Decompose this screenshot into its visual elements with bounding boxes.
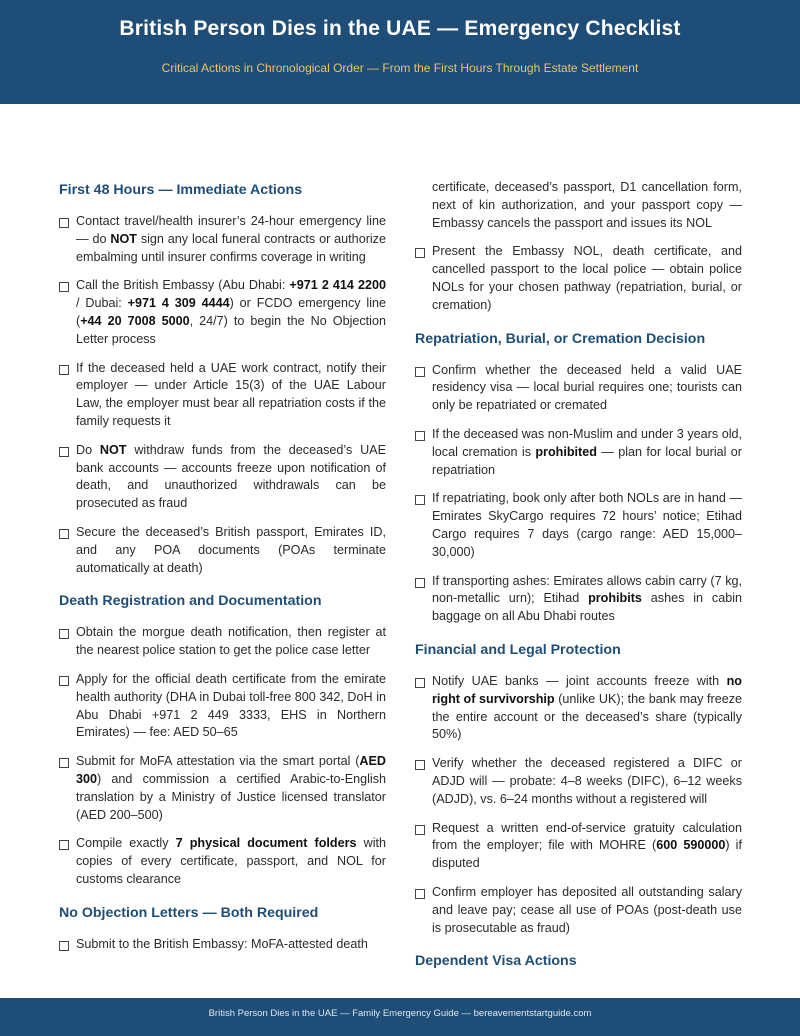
checkbox[interactable] [415, 367, 425, 377]
emphasis-text: +971 4 309 4444 [127, 296, 230, 311]
section-title-first-48-hours: First 48 Hours — Immediate Actions [59, 182, 303, 198]
checklist-item-text: Submit to the British Embassy: MoFA-attested death [76, 936, 368, 951]
page-header [0, 0, 800, 104]
checklist-item[interactable] [415, 755, 742, 808]
checklist-item-text: Submit for MoFA attestation via the smart portal (AED 300) and commission a certified Arabic-to-English translation by a Ministry of Justice licensed translator (AED 200–500) [76, 754, 386, 822]
left-column [59, 180, 386, 965]
section-title-death-registration: Death Registration and Documentation [59, 593, 322, 610]
checklist-item[interactable] [415, 673, 742, 744]
checklist-item[interactable] [59, 671, 386, 742]
checklist-item-text: Confirm whether the deceased held a valid UAE residency visa — local burial requires one; tourists can only be repatriated or cremated [432, 362, 742, 413]
checklist-item[interactable] [59, 936, 386, 954]
checklist-item-text: If the deceased was non-Muslim and under 3 years old, local cremation is prohibited — plan for local burial or repatriation [432, 426, 742, 477]
checklist-item-text: Compile exactly 7 physical document folders with copies of every certificate, passport, and NOL for customs clearance [76, 836, 387, 886]
emphasis-text: NOT [99, 442, 127, 457]
checklist-item-text: If transporting ashes: Emirates allows cabin carry (7 kg, non-metallic urn); Etihad prohibits ashes in cabin baggage on all Abu Dhabi routes [432, 573, 743, 624]
emphasis-text: NOT [110, 231, 137, 246]
checklist-item[interactable] [415, 573, 742, 626]
checklist-item-continuation: certificate, deceased’s passport, D1 cancellation form, next of kin authorization, and your passport copy — Embassy cancels the passport and issues its NOL [432, 180, 742, 230]
checkbox[interactable] [59, 629, 69, 639]
checkbox[interactable] [415, 825, 425, 835]
checkbox[interactable] [415, 678, 425, 688]
checklist-item[interactable] [59, 442, 386, 513]
checklist-item[interactable] [59, 360, 386, 431]
checklist-item-text: If repatriating, book only after both NOLs are in hand — Emirates SkyCargo requires 72 hours’ notice; Etihad Cargo requires 7 days (cargo range: AED 15,000–30,000) [432, 491, 742, 559]
emphasis-text: +971 2 414 2200 [289, 278, 386, 293]
checklist-item[interactable] [415, 884, 742, 937]
section-title-dependent-visa: Dependent Visa Actions [415, 953, 577, 970]
emphasis-text: 600 590000 [656, 838, 726, 853]
emphasis-text: no right of survivorship [432, 673, 742, 706]
section-title-financial-legal: Financial and Legal Protection [415, 641, 621, 658]
checkbox[interactable] [59, 676, 69, 686]
checkbox[interactable] [59, 218, 69, 228]
checkbox[interactable] [415, 760, 425, 770]
checklist-item[interactable] [59, 753, 386, 824]
checklist-item[interactable] [415, 362, 742, 415]
page-footer: British Person Dies in the UAE — Family Emergency Guide — bereavementstartguide.com [0, 998, 800, 1036]
checklist-item-text: Present the Embassy NOL, death certificate, and cancelled passport to the local police — obtain police NOLs for your chosen pathway (repatriation, burial, or cremation) [432, 244, 742, 312]
checkbox[interactable] [59, 758, 69, 768]
checklist-item[interactable] [59, 624, 386, 660]
checklist-item-text: Notify UAE banks — joint accounts freeze with no right of survivorship (unlike UK); the bank may freeze the entire account or the deceased’s share (typically 50%) [432, 673, 743, 742]
checklist-item-text: Obtain the morgue death notification, then register at the nearest police station to get the police case letter [76, 625, 386, 658]
section-title-repatriation: Repatriation, Burial, or Cremation Decision [415, 330, 706, 347]
checklist-item[interactable] [59, 277, 386, 348]
checkbox[interactable] [59, 365, 69, 375]
checklist-item[interactable] [415, 426, 742, 479]
checklist-first-48-hours [59, 213, 386, 577]
emphasis-text: 7 physical document folders [175, 836, 357, 851]
checklist-item[interactable] [415, 820, 742, 873]
emphasis-text: prohibits [588, 591, 642, 606]
section-title-no-objection-letters: No Objection Letters — Both Required [59, 904, 319, 921]
checklist-repatriation [415, 362, 742, 626]
checkbox[interactable] [59, 529, 69, 539]
checkbox[interactable] [59, 447, 69, 457]
checklist-death-registration [59, 624, 386, 888]
page-subtitle: Critical Actions in Chronological Order — From the First Hours Through Estate Settlement [161, 61, 639, 75]
checklist-item-text: If the deceased held a UAE work contract, notify their employer — under Article 15(3) of the UAE Labour Law, the employer must bear all repatriation costs if the family requests it [76, 360, 386, 428]
checkbox[interactable] [415, 889, 425, 899]
checkbox[interactable] [59, 282, 69, 292]
checklist-item[interactable] [415, 243, 742, 314]
emphasis-text: +44 20 7008 5000 [80, 313, 190, 328]
checkbox[interactable] [59, 941, 69, 951]
checklist-item[interactable] [415, 490, 742, 561]
checklist-financial-legal [415, 673, 742, 937]
checklist-item[interactable] [59, 213, 386, 266]
checklist-item-text: Contact travel/health insurer’s 24-hour emergency line — do NOT sign any local funeral contracts or authorize embalming until insurer confirms coverage in writing [76, 214, 386, 264]
checkbox[interactable] [415, 495, 425, 505]
checkbox[interactable] [415, 248, 425, 258]
checklist-item-text: Call the British Embassy (Abu Dhabi: +971 2 414 2200 / Dubai: +971 4 309 4444) or FCDO emergency line (+44 20 7008 5000, 24/7) to begin the No Objection Letter process [76, 278, 387, 346]
checklist-item-text: Confirm employer has deposited all outstanding salary and leave pay; cease all use of POAs (post-death use is prosecutable as fraud) [432, 884, 742, 935]
right-column [415, 180, 742, 984]
checkbox[interactable] [415, 578, 425, 588]
emphasis-text: AED 300 [76, 754, 386, 786]
checklist-no-objection-letters [415, 243, 742, 314]
checkbox[interactable] [415, 431, 425, 441]
checkbox[interactable] [59, 840, 69, 850]
checklist-item-text: Secure the deceased’s British passport, Emirates ID, and any POA documents (POAs terminate automatically at death) [76, 524, 386, 575]
checklist-item-text: Verify whether the deceased registered a DIFC or ADJD will — probate: 4–8 weeks (DIFC), 6–12 weeks (ADJD), vs. 6–24 months without a registered will [432, 756, 742, 806]
checklist-item-text: Do NOT withdraw funds from the deceased’s UAE bank accounts — accounts freeze upon notification of death, and unauthorized withdrawals can be prosecuted as fraud [76, 442, 386, 511]
emphasis-text: prohibited [535, 444, 597, 459]
checklist-item[interactable] [59, 524, 386, 577]
page-title: British Person Dies in the UAE — Emergency Checklist [119, 17, 681, 40]
checklist-item[interactable] [59, 835, 386, 888]
checklist-item-text: Request a written end-of-service gratuity calculation from the employer; file with MOHRE (600 590000) if disputed [432, 820, 742, 871]
checklist-item-text: Apply for the official death certificate from the emirate health authority (DHA in Dubai toll-free 800 342, DoH in Abu Dhabi +971 2 449 3333, EHS in Northern Emirates) — fee: AED 50–65 [76, 671, 386, 740]
